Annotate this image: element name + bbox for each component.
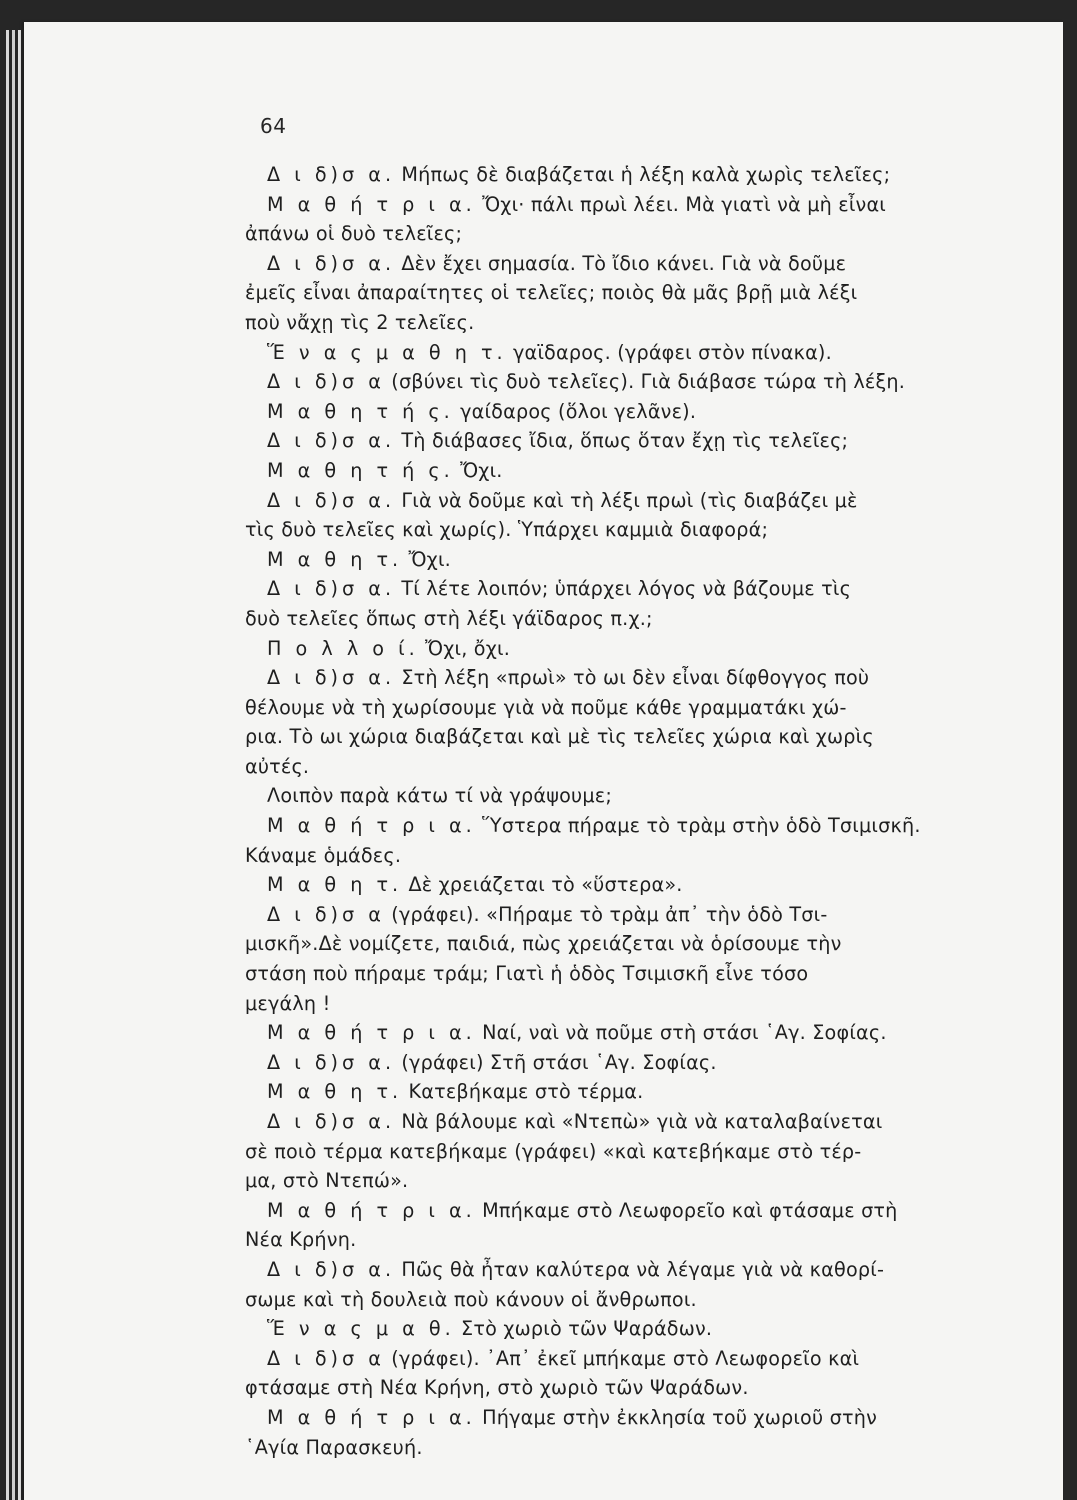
speaker-name: Ἕ ν α ς μ α θ η τ. [267,340,507,364]
text-line [245,1285,980,1315]
page-stack-edge [12,30,15,1500]
book-page [24,22,1063,1500]
speaker-name: Δ ι δ)σ α. [267,1050,396,1074]
text-line [245,1314,980,1344]
text-line [245,1433,980,1463]
speaker-name: Μ α θ η τ ή ς. [267,458,454,482]
speaker-name: Δ ι δ)σ α. [267,429,396,453]
line-text: Ὄχι· πάλι πρωὶ λέει. Μὰ γιατὶ νὰ μὴ εἶναι [475,192,886,216]
line-text: ποὺ νἄχῃ τὶς 2 τελεῖες. [245,310,475,334]
text-line [245,574,980,604]
page-number: 64 [260,114,287,138]
line-text: Γιὰ νὰ δοῦμε καὶ τὴ λέξι πρωὶ (τὶς διαβάζει μὲ [395,488,858,512]
line-text: Πῶς θὰ ἦταν καλύτερα νὰ λέγαμε γιὰ νὰ καθορί- [395,1257,885,1281]
text-line [245,1048,980,1078]
text-line [245,1225,980,1255]
line-text: αὐτές. [245,754,310,778]
line-text: Μήπως δὲ διαβάζεται ἡ λέξη καλὰ χωρὶς τελεῖες; [395,163,891,186]
line-text: μα, στὸ Ντεπώ». [245,1169,409,1193]
text-line [245,338,980,368]
line-text: Νέα Κρήνη. [245,1228,357,1252]
text-line [245,515,980,545]
text-line [245,1107,980,1137]
text-line [245,1403,980,1433]
text-line [245,693,980,723]
line-text: Τὴ διάβασες ἴδια, ὅπως ὅταν ἔχῃ τὶς τελεῖες; [395,429,849,453]
page-stack-edge [18,30,21,1500]
text-line [245,781,980,811]
line-text: Τί λέτε λοιπόν; ὑπάρχει λόγος νὰ βάζουμε τὶς [395,577,852,601]
text-line [245,397,980,427]
line-text: Δὲ χρειάζεται τὸ «ὕστερα». [402,873,683,897]
speaker-name: Μ α θ ή τ ρ ι α. [267,1021,476,1045]
line-text: Στὴ λέξη «πρωὶ» τὸ ωι δὲν εἶναι δίφθογγος ποὺ [395,666,870,690]
speaker-name: Ἕ ν α ς μ α θ. [267,1317,455,1341]
speaker-name: Μ α θ ή τ ρ ι α. [267,814,476,838]
line-text: ἐμεῖς εἶναι ἀπαραίτητες οἱ τελεῖες; ποιὸς θὰ μᾶς βρῇ μιὰ λέξι [245,281,858,305]
text-line [245,841,980,871]
text-line [245,604,980,634]
text-line [245,752,980,782]
speaker-name: Δ ι δ)σ α [267,902,385,926]
speaker-name: Μ α θ ή τ ρ ι α. [267,1198,476,1222]
speaker-name: Δ ι δ)σ α [267,370,385,394]
line-text: τὶς δυὸ τελεῖες καὶ χωρίς). Ὑπάρχει καμμιὰ διαφορά; [245,518,769,542]
line-text: (γράφει). ᾽Απ᾽ ἐκεῖ μπήκαμε στὸ Λεωφορεῖο καὶ [384,1346,860,1370]
text-line [245,249,980,279]
line-text: μεγάλη ! [245,991,331,1015]
text-line [245,663,980,693]
text-line [245,190,980,220]
line-text: Ὄχι, ὄχι. [418,636,511,660]
speaker-name: Μ α θ ή τ ρ ι α. [267,1405,476,1429]
line-text: (γράφει) Στῆ στάσι ῾Αγ. Σοφίας. [395,1050,717,1074]
text-line [245,1018,980,1048]
text-line [245,486,980,516]
line-text: ρια. Τὸ ωι χώρια διαβάζεται καὶ μὲ τὶς τελεῖες χώρια καὶ χωρὶς [245,725,874,749]
text-line [245,456,980,486]
speaker-name: Δ ι δ)σ α. [267,251,396,275]
line-text: σωμε καὶ τὴ δουλειὰ ποὺ κάνουν οἱ ἄνθρωποι. [245,1287,697,1311]
line-text: Κατεβήκαμε στὸ τέρμα. [402,1080,644,1104]
speaker-name: Δ ι δ)σ α. [267,488,396,512]
speaker-name: Δ ι δ)σ α. [267,163,396,186]
text-line [245,1166,980,1196]
text-line [245,426,980,456]
speaker-name: Δ ι δ)σ α. [267,666,396,690]
line-text: Στὸ χωριὸ τῶν Ψαράδων. [454,1317,713,1341]
dialogue-text [245,160,980,1462]
text-line [245,1196,980,1226]
line-text: Νὰ βάλουμε καὶ «Ντεπὼ» γιὰ νὰ καταλαβαίνεται [395,1110,883,1133]
line-text: Δὲν ἔχει σημασία. Τὸ ἴδιο κάνει. Γιὰ νὰ δοῦμε [395,251,847,275]
line-text: στάση ποὺ πήραμε τράμ; Γιατὶ ἡ ὁδὸς Τσιμισκῆ εἶνε τόσο [245,962,809,986]
text-line [245,1137,980,1167]
line-text: Μπήκαμε στὸ Λεωφορεῖο καὶ φτάσαμε στὴ [475,1198,898,1222]
line-text: Ὄχι. [402,547,451,571]
speaker-name: Π ο λ λ ο ί. [267,636,419,660]
text-line [245,278,980,308]
line-text: Πήγαμε στὴν ἐκκλησία τοῦ χωριοῦ στὴν [475,1405,877,1429]
line-text: (σβύνει τὶς δυὸ τελεῖες). Γιὰ διάβασε τώρα τὴ λέξη. [384,370,906,394]
speaker-name: Μ α θ η τ. [267,1080,403,1104]
speaker-name: Μ α θ η τ ή ς. [267,399,454,423]
text-line [245,811,980,841]
line-text: Ὕστερα πήραμε τὸ τρὰμ στὴν ὁδὸ Τσιμισκῆ. [475,814,921,838]
line-text: σὲ ποιὸ τέρμα κατεβήκαμε (γράφει) «καὶ κατεβήκαμε στὸ τέρ- [245,1139,862,1163]
text-line [245,1344,980,1374]
line-text: φτάσαμε στὴ Νέα Κρήνη, στὸ χωριὸ τῶν Ψαράδων. [245,1376,749,1400]
line-text: Κάναμε ὁμάδες. [245,843,402,867]
line-text: γαϊδαρος. (γράφει στὸν πίνακα). [506,340,832,364]
line-text: Ὄχι. [453,458,503,482]
speaker-name: Δ ι δ)σ α. [267,1257,396,1281]
text-line [245,1255,980,1285]
speaker-name: Δ ι δ)σ α. [267,577,396,601]
text-line [245,959,980,989]
speaker-name: Μ α θ ή τ ρ ι α. [267,192,476,216]
text-line [245,160,980,190]
line-text: γαίδαρος (ὅλοι γελᾶνε). [453,399,697,423]
text-line [245,1077,980,1107]
line-text: θέλουμε νὰ τὴ χωρίσουμε γιὰ νὰ ποῦμε κάθε γραμματάκι χώ- [245,695,847,719]
text-line [245,989,980,1019]
speaker-name: Μ α θ η τ. [267,873,403,897]
text-line [245,545,980,575]
line-text: δυὸ τελεῖες ὅπως στὴ λέξι γάϊδαρος π.χ.; [245,606,653,630]
speaker-name: Δ ι δ)σ α [267,1346,385,1370]
page-stack-edge [6,30,9,1500]
text-line [245,900,980,930]
text-line [245,308,980,338]
line-text: (γράφει). «Πήραμε τὸ τρὰμ ἀπ᾽ τὴν ὁδὸ Τσι- [384,902,828,926]
text-line [245,219,980,249]
text-line [245,929,980,959]
line-text: Ναί, ναὶ νὰ ποῦμε στὴ στάσι ῾Αγ. Σοφίας. [475,1021,887,1045]
speaker-name: Μ α θ η τ. [267,547,403,571]
line-text: ἀπάνω οἱ δυὸ τελεῖες; [245,222,463,246]
text-line [245,367,980,397]
line-text: ῾Αγία Παρασκευή. [245,1435,423,1459]
text-line [245,722,980,752]
text-line [245,1373,980,1403]
text-line [245,634,980,664]
text-line [245,870,980,900]
line-text: Λοιπὸν παρὰ κάτω τί νὰ γράψουμε; [267,784,613,808]
line-text: μισκῆ».Δὲ νομίζετε, παιδιά, πὼς χρειάζεται νὰ ὁρίσουμε τὴν [245,932,842,956]
speaker-name: Δ ι δ)σ α. [267,1110,396,1133]
